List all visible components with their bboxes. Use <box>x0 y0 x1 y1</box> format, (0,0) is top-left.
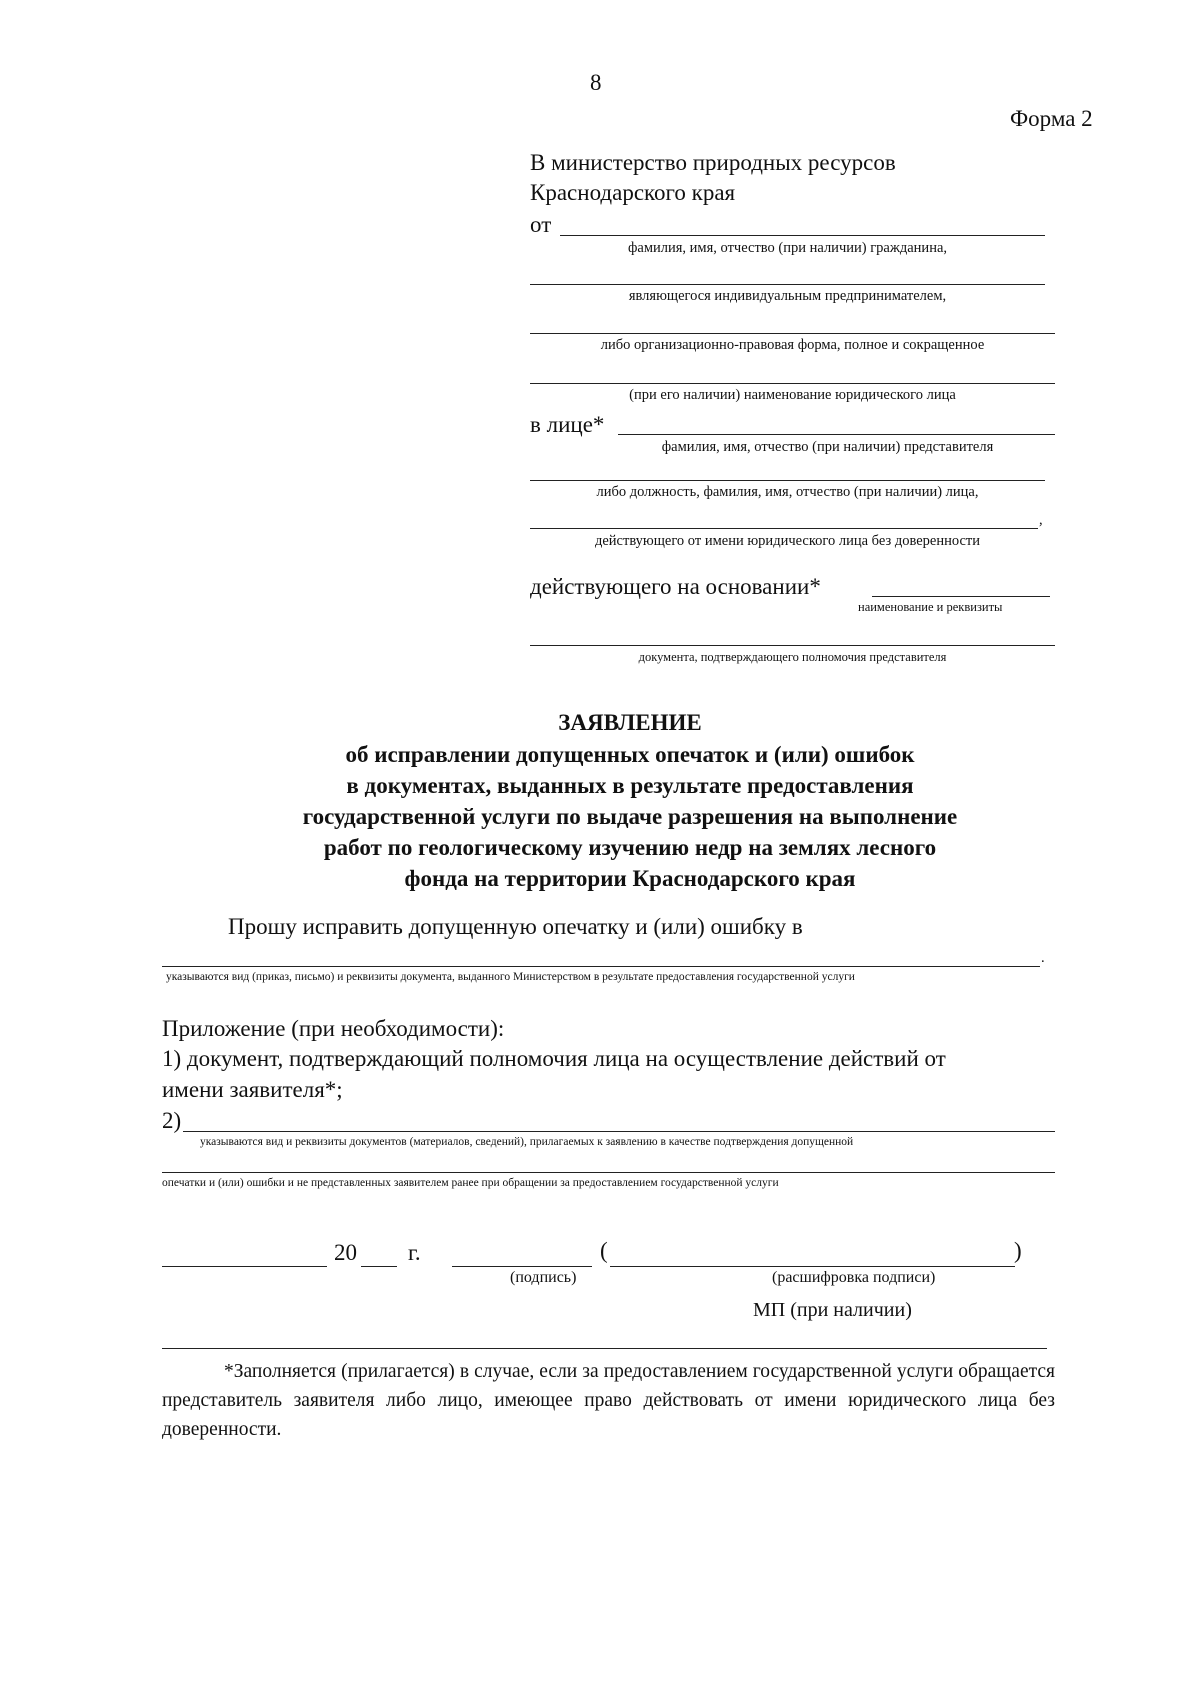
title-line1: об исправлении допущенных опечаток и (или) ошибок <box>345 742 915 767</box>
attachment-item1-a: 1) документ, подтверждающий полномочия лица на осуществление действий от <box>162 1046 946 1071</box>
entrepreneur-line[interactable] <box>530 284 1045 285</box>
org-form-line[interactable] <box>530 333 1055 334</box>
hint-attachment2: опечатки и (или) ошибки и не представленных заявителем ранее при обращении за предоставлением государственной услуги <box>162 1177 779 1189</box>
basis-document-line[interactable] <box>530 645 1055 646</box>
title-line4: работ по геологическому изучению недр на землях лесного <box>323 835 937 860</box>
from-name-line[interactable] <box>560 235 1045 236</box>
hint-org-name: (при его наличии) наименование юридического лица <box>629 387 956 403</box>
request-document-line[interactable] <box>162 966 1040 967</box>
addressee-line1: В министерство природных ресурсов <box>530 150 896 175</box>
position-line[interactable] <box>530 480 1045 481</box>
basis-line[interactable] <box>872 596 1050 597</box>
hint-request-document: указываются вид (приказ, письмо) и реквизиты документа, выданного Министерством в результате предоставления государственной услуги <box>166 971 855 983</box>
close-paren: ) <box>1014 1238 1022 1263</box>
hint-signature-decode: (расшифровка подписи) <box>772 1269 936 1286</box>
attachment-item2-line[interactable] <box>183 1131 1055 1132</box>
attachments-heading: Приложение (при необходимости): <box>162 1016 505 1041</box>
hint-org-form: либо организационно-правовая форма, полное и сокращенное <box>600 337 985 353</box>
org-name-line[interactable] <box>530 383 1055 384</box>
footnote: *Заполняется (прилагается) в случае, если за предоставлением государственной услуги обращается представитель заявителя либо лицо, имеющее право действовать от имени юридического лица без доверенности. <box>162 1361 1055 1440</box>
addressee-line2: Краснодарского края <box>530 180 736 205</box>
attachment-item2-prefix: 2) <box>162 1108 182 1133</box>
hint-without-proxy: действующего от имени юридического лица без доверенности <box>594 533 981 549</box>
hint-basis: наименование и реквизиты <box>858 600 1003 614</box>
hint-representative: фамилия, имя, отчество (при наличии) представителя <box>661 439 994 455</box>
footnote-divider <box>162 1348 1047 1349</box>
year-prefix: 20 <box>334 1240 357 1265</box>
hint-attachment1: указываются вид и реквизиты документов (материалов, сведений), прилагаемых к заявлению в качестве подтверждения допущенной <box>200 1136 854 1148</box>
from-prefix: от <box>530 212 552 237</box>
form-label: Форма 2 <box>1010 106 1093 131</box>
attachment-item1-b: имени заявителя*; <box>162 1077 343 1102</box>
year-suffix: г. <box>408 1240 421 1265</box>
request-text: Прошу исправить допущенную опечатку и (или) ошибку в <box>228 914 803 939</box>
in-person-prefix: в лице* <box>530 412 605 437</box>
hint-basis-document: документа, подтверждающего полномочия представителя <box>638 650 947 664</box>
date-line[interactable] <box>162 1266 327 1267</box>
seal-label: МП (при наличии) <box>753 1299 912 1321</box>
open-paren: ( <box>600 1238 608 1263</box>
hint-signature: (подпись) <box>510 1269 577 1286</box>
title-line3: государственной услуги по выдаче разрешения на выполнение <box>302 804 958 829</box>
page-number: 8 <box>590 70 602 95</box>
year-line[interactable] <box>361 1266 397 1267</box>
request-end-mark: . <box>1041 950 1045 966</box>
title-line2: в документах, выданных в результате предоставления <box>346 773 914 798</box>
without-proxy-line[interactable] <box>530 528 1038 529</box>
signature-line[interactable] <box>452 1266 592 1267</box>
basis-prefix: действующего на основании* <box>530 574 821 599</box>
comma-mark: , <box>1039 512 1043 528</box>
representative-line[interactable] <box>618 434 1055 435</box>
hint-position: либо должность, фамилия, имя, отчество (при наличии) лица, <box>596 484 979 500</box>
hint-citizen-name: фамилия, имя, отчество (при наличии) гражданина, <box>627 240 948 256</box>
title-line5: фонда на территории Краснодарского края <box>404 866 856 891</box>
document-title: ЗАЯВЛЕНИЕ <box>558 710 702 735</box>
signature-decode-line[interactable] <box>610 1266 1015 1267</box>
attachment-extra-line[interactable] <box>162 1172 1055 1173</box>
hint-entrepreneur: являющегося индивидуальным предпринимателем, <box>628 288 947 304</box>
